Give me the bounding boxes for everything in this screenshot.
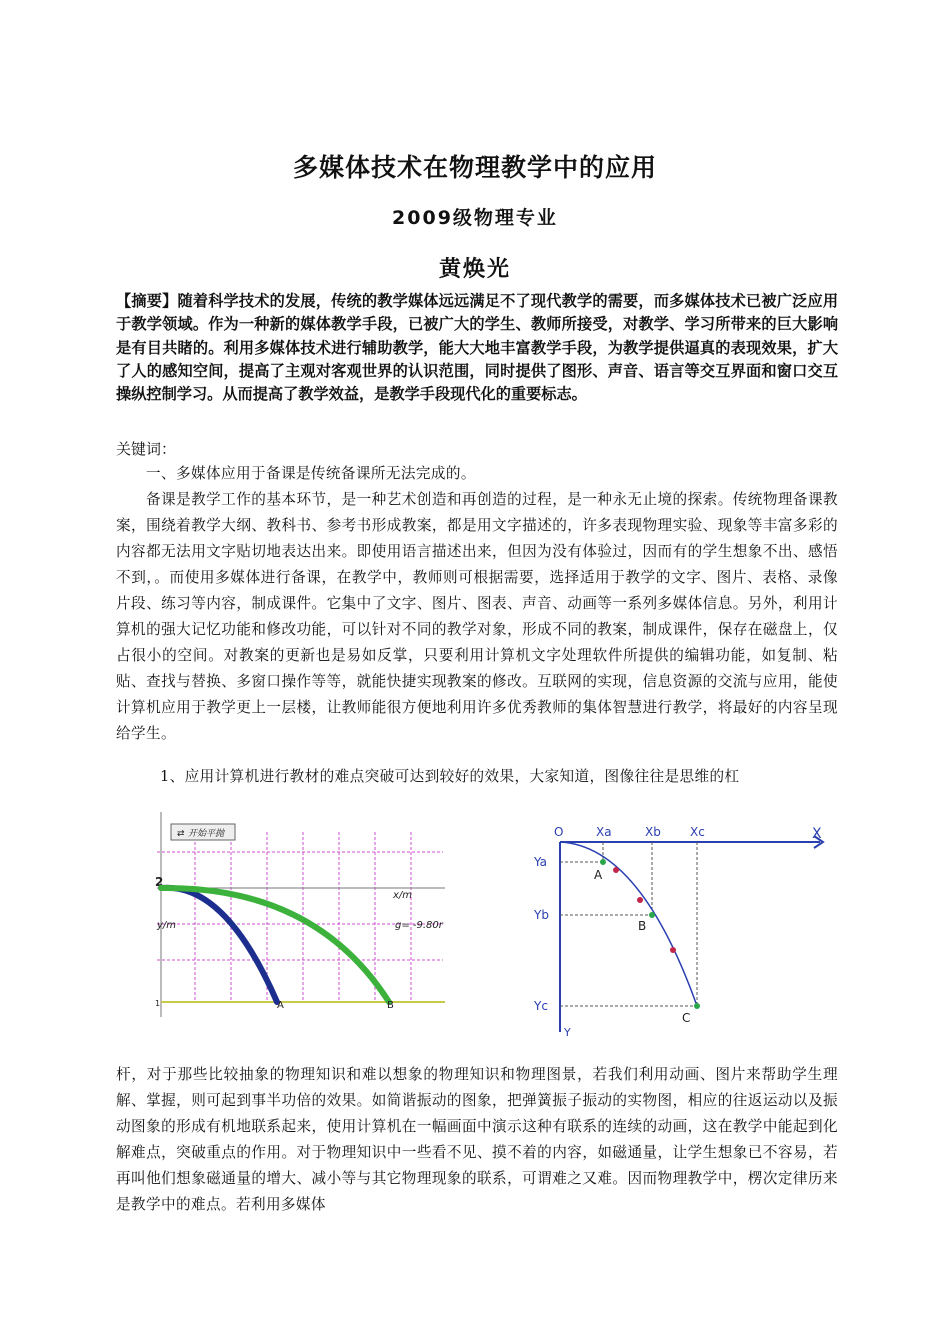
document-subtitle: 2009级物理专业	[392, 207, 558, 229]
gravity-label: g= -9.80r	[395, 920, 443, 931]
marker-c	[694, 1003, 700, 1009]
point-c-label: C	[682, 1011, 691, 1025]
y-axis-label: Y	[564, 1026, 571, 1038]
start-projectile-button[interactable]	[171, 824, 235, 840]
paragraph-point-1: 1、应用计算机进行教材的难点突破可达到较好的效果，大家知道，图像往往是思维的杠	[160, 768, 740, 785]
trajectory-coordinate-figure	[530, 822, 832, 1038]
origin-label: O	[554, 825, 564, 839]
x-axis-label: X	[812, 826, 822, 842]
ground-value-label: 1	[155, 999, 161, 1008]
yb-label: Yb	[534, 908, 549, 922]
point-b-label: B	[387, 1000, 394, 1011]
marker-red-3	[670, 947, 676, 953]
x-axis-label: x/m	[393, 890, 413, 901]
point-a-label: A	[594, 868, 603, 882]
y-axis-label: y/m	[157, 920, 177, 931]
yc-label: Yc	[534, 999, 548, 1013]
projectile-simulation-figure	[155, 812, 445, 1022]
paragraph-continuation: 杆，对于那些比较抽象的物理知识和难以想象的物理知识和物理图景，若我们利用动画、图片来帮助学生理解、掌握，则可起到事半功倍的效果。如简谐振动的图象，把弹簧振子振动的实物图，相应的往返运动以及振动图象的形成有机地联系起来，使用计算机在一幅画面中演示这种有联系的连续的动画，这在教学中能起到化解难点，突破重点的作用。对于物理知识中一些看不见、摸不着的内容，如磁通量，让学生想象已不容易，若再叫他们想象磁通量的增大、减小等与其它物理现象的联系，可谓难之又难。因而物理教学中，楞次定律历来是教学中的难点。若利用多媒体	[116, 1066, 838, 1213]
xa-label: Xa	[596, 825, 612, 839]
marker-b	[649, 912, 655, 918]
paragraph-lesson-prep: 备课是教学工作的基本环节，是一种艺术创造和再创造的过程，是一种永无止境的探索。传统物理备课教案，围绕着教学大纲、教科书、参考书形成教案，都是用文字描述的，许多表现物理实验、现象等丰富多彩的内容都无法用文字贴切地表达出来。即使用语言描述出来，但因为没有体验过，因而有的学生想象不出、感悟不到，。而使用多媒体进行备课，在教学中，教师则可根据需要，选择适用于教学的文字、图片、表格、录像片段、练习等内容，制成课件。它集中了文字、图片、图表、声音、动画等一系列多媒体信息。另外，利用计算机的强大记忆功能和修改功能，可以针对不同的教学对象，形成不同的教案，制成课件，保存在磁盘上，仅占很小的空间。对教案的更新也是易如反掌，只要利用计算机文字处理软件所提供的编辑功能，如复制、粘贴、查找与替换、多窗口操作等等，就能快捷实现教案的修改。互联网的实现，信息资源的交流与应用，能使计算机应用于教学更上一层楼，让教师能很方便地利用许多优秀教师的集体智慧进行教学，将最好的内容呈现给学生。	[116, 491, 838, 742]
svg-text:开始平抛: 开始平抛	[188, 829, 225, 839]
y-start-label: 2	[155, 875, 164, 889]
point-b-label: B	[638, 919, 647, 933]
xb-label: Xb	[645, 825, 661, 839]
svg-text:⇄: ⇄	[177, 829, 185, 839]
xc-label: Xc	[690, 825, 705, 839]
ya-label: Ya	[534, 855, 548, 869]
keywords-label: 关键词：	[116, 440, 177, 458]
document-author: 黄焕光	[438, 257, 511, 282]
marker-red-1	[613, 867, 619, 873]
abstract-paragraph: 【摘要】随着科学技术的发展，传统的教学媒体远远满足不了现代教学的需要，而多媒体技术已被广泛应用于教学领域。作为一种新的媒体教学手段，已被广大的学生、教师所接受，对教学、学习所带来的巨大影响是有目共睹的。利用多媒体技术进行辅助教学，能大大地丰富教学手段，为教学提供逼真的表现效果，扩大了人的感知空间，提高了主观对客观世界的认识范围，同时提供了图形、声音、语言等交互界面和窗口交互操纵控制学习。从而提高了教学效益，是教学手段现代化的重要标志。	[116, 292, 838, 404]
point-a-label: A	[277, 1000, 284, 1011]
marker-a	[600, 859, 606, 865]
document-title: 多媒体技术在物理教学中的应用	[292, 153, 657, 182]
marker-red-2	[637, 897, 643, 903]
section-heading: 一、多媒体应用于备课是传统备课所无法完成的。	[146, 465, 476, 482]
